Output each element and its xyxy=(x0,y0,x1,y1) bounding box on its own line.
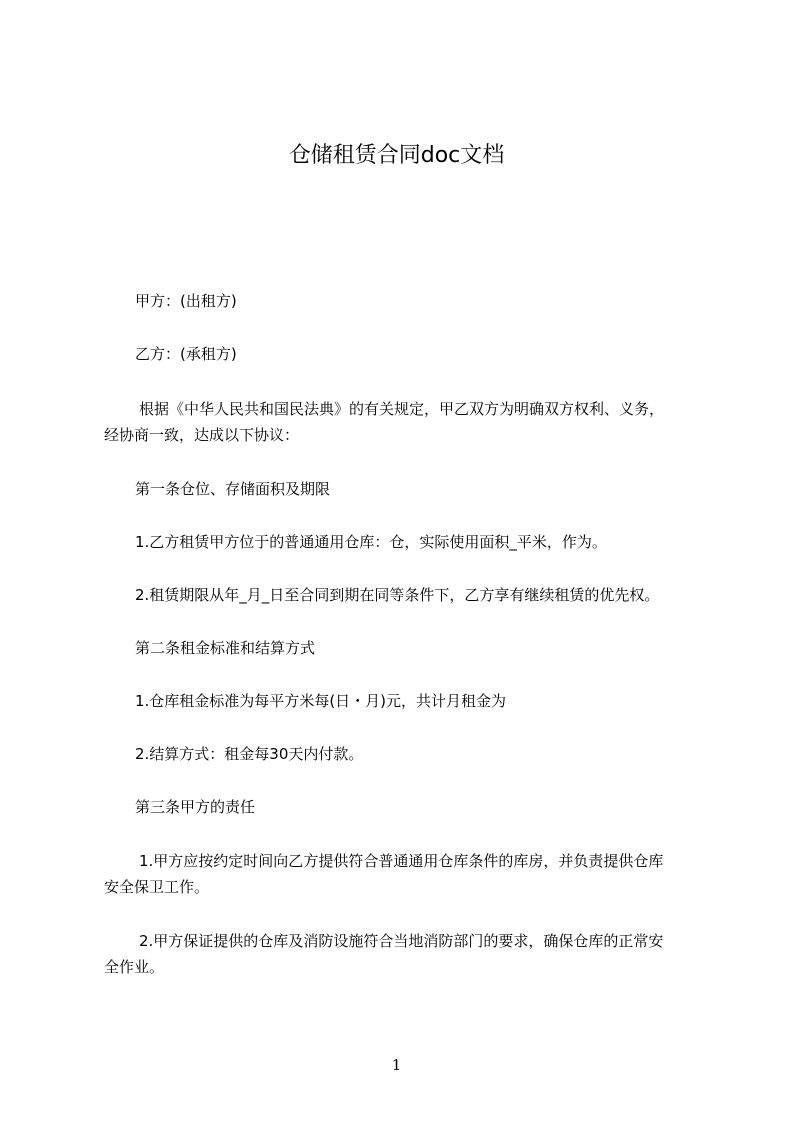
article-3-heading: 第三条甲方的责任 xyxy=(135,798,256,816)
article-2-item-1: 1.仓库租金标准为每平方米每(日・月)元，共计月租金为 xyxy=(135,692,507,710)
article-2-heading: 第二条租金标准和结算方式 xyxy=(135,639,316,657)
document-title: 仓储租赁合同doc文档 xyxy=(288,143,505,168)
article-3-item-2-line-1: 2.甲方保证提供的仓库及消防设施符合当地消防部门的要求，确保仓库的正常安 xyxy=(139,932,664,950)
article-1-heading: 第一条仓位、存储面积及期限 xyxy=(135,480,331,498)
page-number: 1 xyxy=(391,1056,402,1074)
article-3-item-2-line-2: 全作业。 xyxy=(104,958,165,976)
party-b-line: 乙方：(承租方) xyxy=(135,345,237,363)
article-1-item-2: 2.租赁期限从年_月_日至合同到期在同等条件下，乙方享有继续租赁的优先权。 xyxy=(135,586,660,604)
intro-paragraph-line-2: 经协商一致，达成以下协议： xyxy=(104,426,300,444)
article-3-item-1-line-2: 安全保卫工作。 xyxy=(104,878,210,896)
party-a-line: 甲方：(出租方) xyxy=(135,292,237,310)
article-1-item-1: 1.乙方租赁甲方位于的普通通用仓库：仓，实际使用面积_平米，作为。 xyxy=(135,533,607,551)
article-3-item-1-line-1: 1.甲方应按约定时间向乙方提供符合普通通用仓库条件的库房，并负责提供仓库 xyxy=(139,852,664,870)
article-2-item-2: 2.结算方式：租金每30天内付款。 xyxy=(135,745,364,763)
intro-paragraph-line-1: 根据《中华人民共和国民法典》的有关规定，甲乙双方为明确双方权利、义务， xyxy=(139,400,665,418)
